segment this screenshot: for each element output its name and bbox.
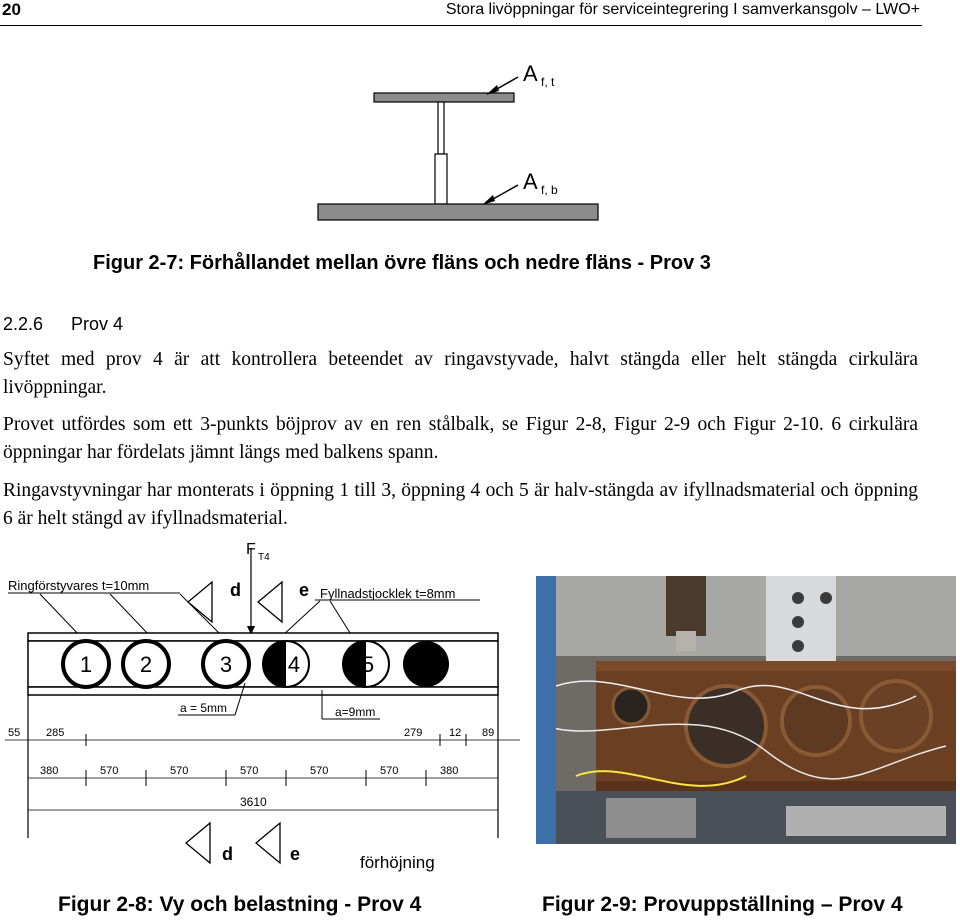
beam-bottom-flange [28, 687, 498, 695]
web-upper [438, 102, 444, 154]
dim-total: 3610 [240, 795, 267, 809]
dim-55: 55 [8, 727, 21, 739]
dim-12: 12 [449, 727, 462, 739]
header-rule [0, 25, 922, 26]
opening-2 [123, 641, 169, 687]
svg-text:3: 3 [219, 652, 233, 677]
weld-a9: a=9mm [335, 705, 376, 719]
svg-text:5: 5 [361, 652, 375, 677]
fill-label: Fyllnadstjocklek t=8mm [320, 586, 456, 601]
section-d-top: d [230, 580, 241, 600]
page-number: 20 [2, 0, 21, 19]
section-number: 2.2.6 [3, 314, 44, 334]
opening-3 [203, 641, 249, 687]
beam-top-flange [28, 633, 498, 641]
web-lower [435, 154, 447, 204]
label-af-t-sub: f, t [541, 75, 555, 89]
svg-text:4: 4 [287, 652, 301, 677]
opening-4 [263, 641, 309, 687]
bottom-flange [318, 204, 598, 220]
figure-2-9-caption: Figur 2-9: Provuppställning – Prov 4 [542, 893, 903, 916]
ring-label: Ringförstyvares t=10mm [8, 578, 150, 593]
section-d-bottom: d [222, 844, 233, 864]
section-e-bottom: e [290, 844, 301, 864]
dim-570-c: 570 [240, 765, 259, 777]
figure-2-8-beam-drawing [0, 538, 525, 883]
paragraph-purpose: Syftet med prov 4 är att kontrollera beteendet av ringavstyvade, halvt stängda eller helt stängda cirkulära livöppningar. [3, 349, 918, 398]
paragraph-test-setup: Provet utfördes som ett 3-punkts böjprov av en ren stålbalk, se Figur 2-8, Figur 2-9 och Figur 2-10. 6 cirkulära öppningar har fördelats jämnt längs med balkens spann. [3, 414, 918, 463]
label-af-t: A [523, 61, 538, 86]
opening-6 [403, 641, 449, 687]
svg-text:1: 1 [79, 652, 93, 677]
figure-2-7-caption: Figur 2-7: Förhållandet mellan övre fläns och nedre fläns - Prov 3 [93, 252, 711, 274]
dim-380-left: 380 [40, 765, 59, 777]
dim-285: 285 [46, 727, 65, 739]
section-e-top: e [299, 580, 310, 600]
elevation-label: förhöjning [360, 853, 435, 872]
figure-2-9-test-setup-photo [536, 576, 956, 844]
figure-2-7-flange-diagram [300, 55, 620, 230]
label-af-b-sub: f, b [541, 183, 558, 197]
dim-279: 279 [404, 727, 423, 739]
load-actuator [666, 576, 706, 636]
dim-570-e: 570 [380, 765, 399, 777]
paragraph-stiffeners: Ringavstyvningar har monterats i öppning 1 till 3, öppning 4 och 5 är halv-stängda av ifyllnadsmaterial och öppning 6 är helt stängd av ifyllnadsmaterial. [3, 480, 918, 529]
dim-380-right: 380 [440, 765, 459, 777]
weld-a5: a = 5mm [180, 701, 228, 715]
opening-1 [63, 641, 109, 687]
dim-570-a: 570 [100, 765, 119, 777]
figure-2-8-caption: Figur 2-8: Vy och belastning - Prov 4 [58, 893, 422, 916]
load-label: F [246, 541, 256, 558]
blue-frame [536, 576, 556, 844]
section-title: Prov 4 [71, 314, 124, 334]
dim-89: 89 [482, 727, 495, 739]
top-flange [374, 93, 514, 102]
label-af-b: A [523, 169, 538, 194]
running-title: Stora livöppningar för serviceintegrering I samverkansgolv – LWO+ [445, 1, 920, 18]
load-sub: T4 [258, 552, 270, 563]
dim-570-d: 570 [310, 765, 329, 777]
svg-text:2: 2 [139, 652, 153, 677]
opening-5 [343, 641, 389, 687]
dim-570-b: 570 [170, 765, 189, 777]
